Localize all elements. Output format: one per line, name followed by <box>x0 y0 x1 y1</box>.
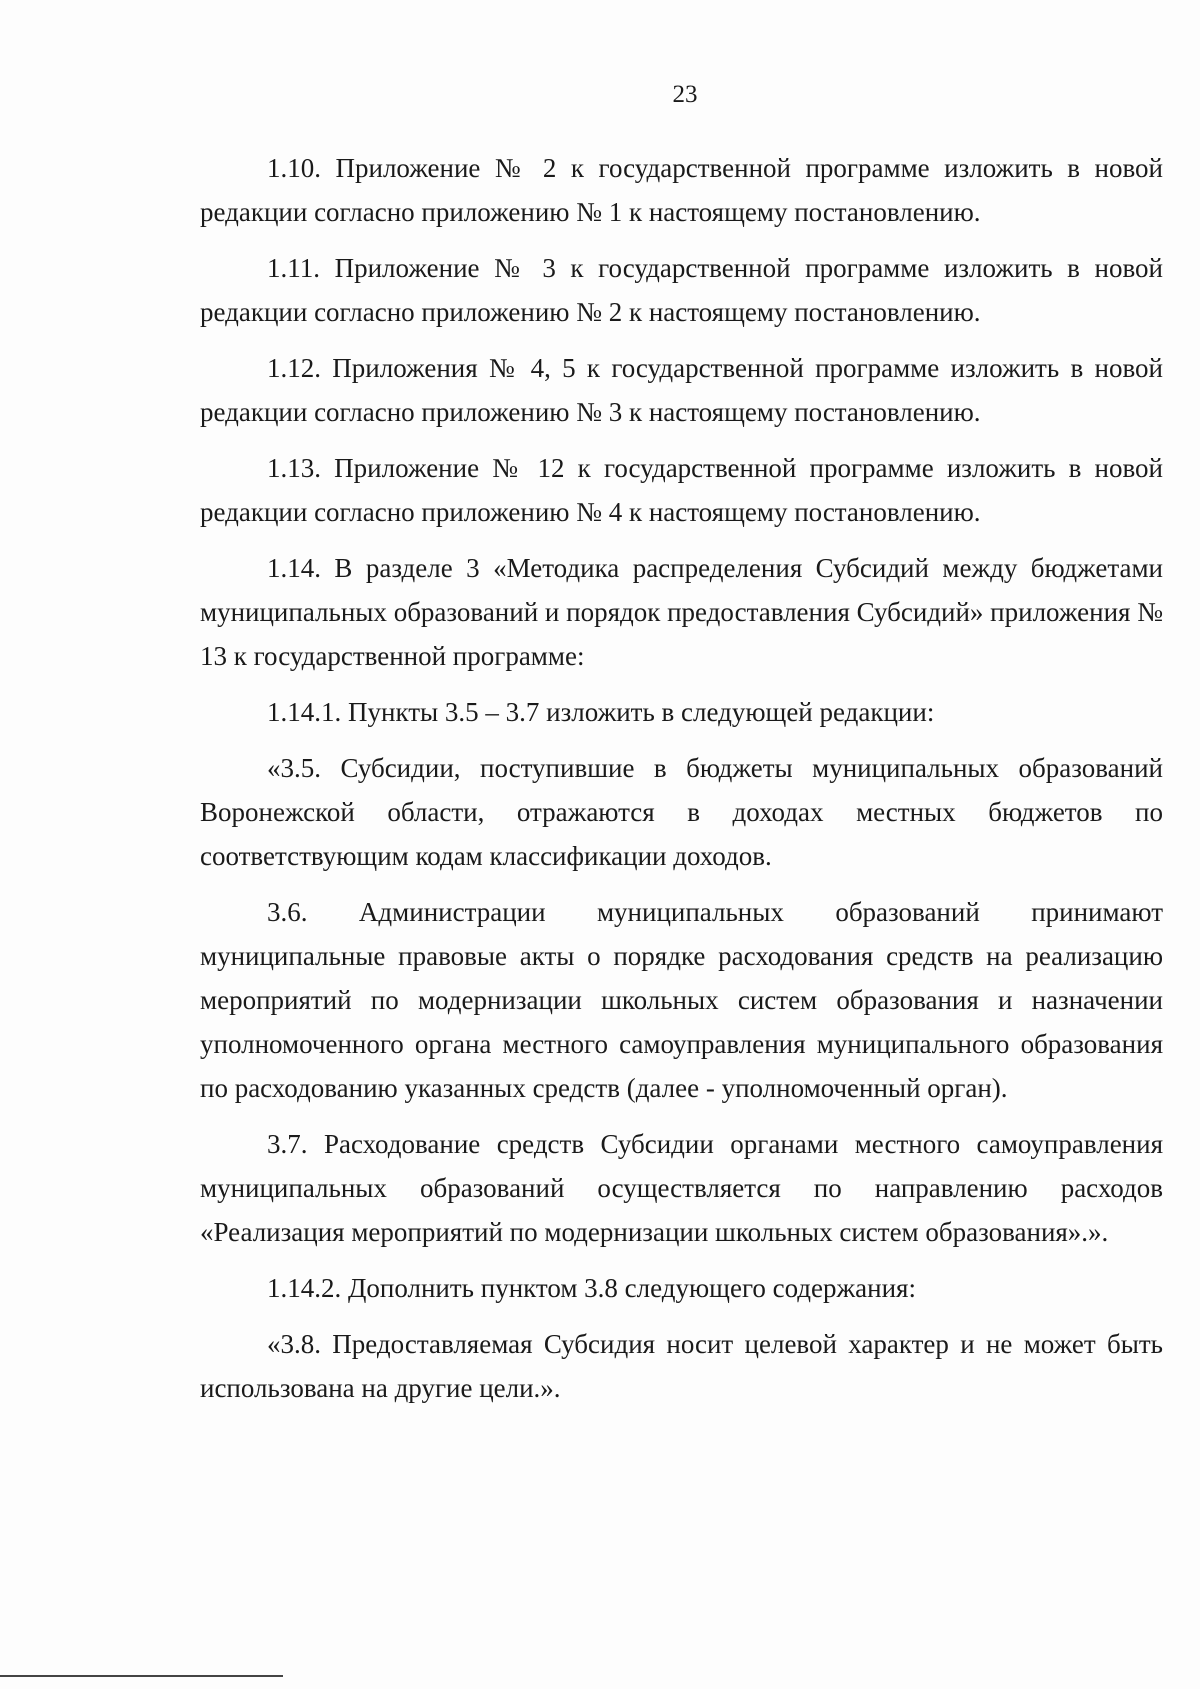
paragraph-1-11: 1.11. Приложение № 3 к государственной программе изложить в новой редакции согласно приложению № 2 к настоящему постановлению. <box>200 253 1163 327</box>
paragraph-3-7: 3.7. Расходование средств Субсидии органами местного самоуправления муниципальных образований осуществляется по направлению расходов «Реализация мероприятий по модернизации школьных систем образования».». <box>200 1129 1163 1247</box>
paragraph-1-14-2: 1.14.2. Дополнить пунктом 3.8 следующего содержания: <box>267 1273 916 1303</box>
document-body <box>200 146 1163 1422</box>
paragraph-1-14: 1.14. В разделе 3 «Методика распределения Субсидий между бюджетами муниципальных образований и порядок предоставления Субсидий» приложения № 13 к государственной программе: <box>200 553 1163 671</box>
paragraph-1-10: 1.10. Приложение № 2 к государственной программе изложить в новой редакции согласно приложению № 1 к настоящему постановлению. <box>200 153 1163 227</box>
paragraph-1-14-1: 1.14.1. Пункты 3.5 – 3.7 изложить в следующей редакции: <box>267 697 935 727</box>
paragraph-3-5: «3.5. Субсидии, поступившие в бюджеты муниципальных образований Воронежской области, отражаются в доходах местных бюджетов по соответствующим кодам классификации доходов. <box>200 753 1163 871</box>
paragraph-1-12: 1.12. Приложения № 4, 5 к государственной программе изложить в новой редакции согласно приложению № 3 к настоящему постановлению. <box>200 353 1163 427</box>
footer-rule <box>0 1675 283 1677</box>
page-number: 23 <box>672 81 698 108</box>
paragraph-3-8: «3.8. Предоставляемая Субсидия носит целевой характер и не может быть использована на другие цели.». <box>200 1329 1163 1403</box>
paragraph-1-13: 1.13. Приложение № 12 к государственной программе изложить в новой редакции согласно приложению № 4 к настоящему постановлению. <box>200 453 1163 527</box>
paragraph-3-6: 3.6. Администрации муниципальных образований принимают муниципальные правовые акты о порядке расходования средств на реализацию мероприятий по модернизации школьных систем образования и назначении уполномоченного органа местного самоуправления муниципального образования по расходованию указанных средств (далее - уполномоченный орган). <box>200 897 1163 1103</box>
